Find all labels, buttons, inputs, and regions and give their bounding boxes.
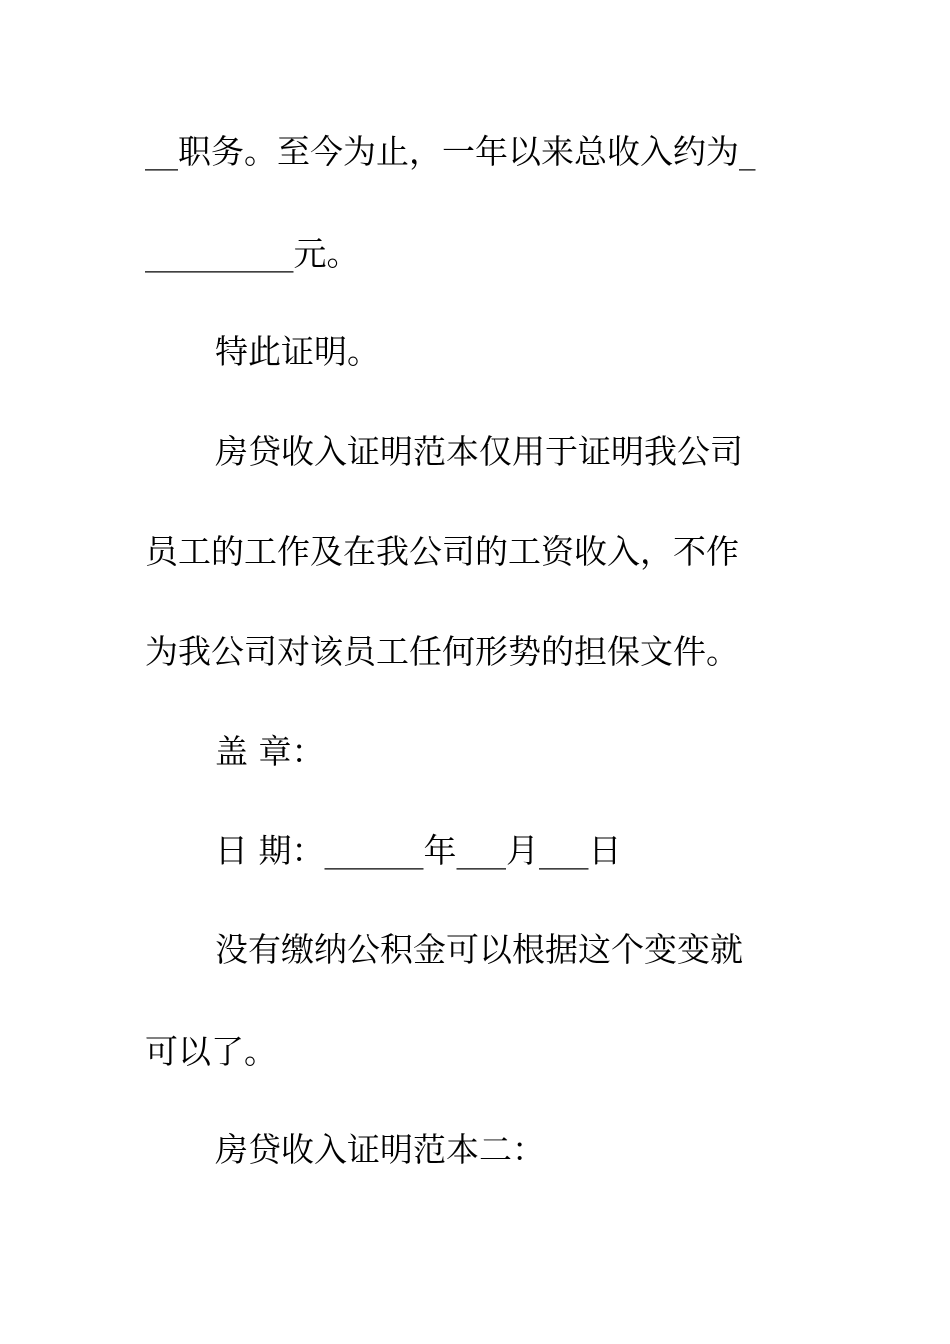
text-line-position-income: __职务。至今为止，一年以来总收入约为_ [145,132,756,171]
text-line-note-2: 可以了。 [145,1032,277,1071]
text-line-amount: _________元。 [145,234,360,273]
text-line-template-two-heading: 房贷收入证明范本二： [215,1130,545,1169]
text-line-certify: 特此证明。 [215,332,380,371]
text-line-purpose-1: 房贷收入证明范本仅用于证明我公司 [215,432,743,471]
text-line-purpose-2: 员工的工作及在我公司的工资收入，不作 [145,532,739,571]
text-line-note-1: 没有缴纳公积金可以根据这个变变就 [215,930,743,969]
text-line-date: 日 期：______年___月___日 [215,831,622,870]
text-line-purpose-3: 为我公司对该员工任何形势的担保文件。 [145,632,739,671]
text-line-seal: 盖 章： [215,732,325,771]
